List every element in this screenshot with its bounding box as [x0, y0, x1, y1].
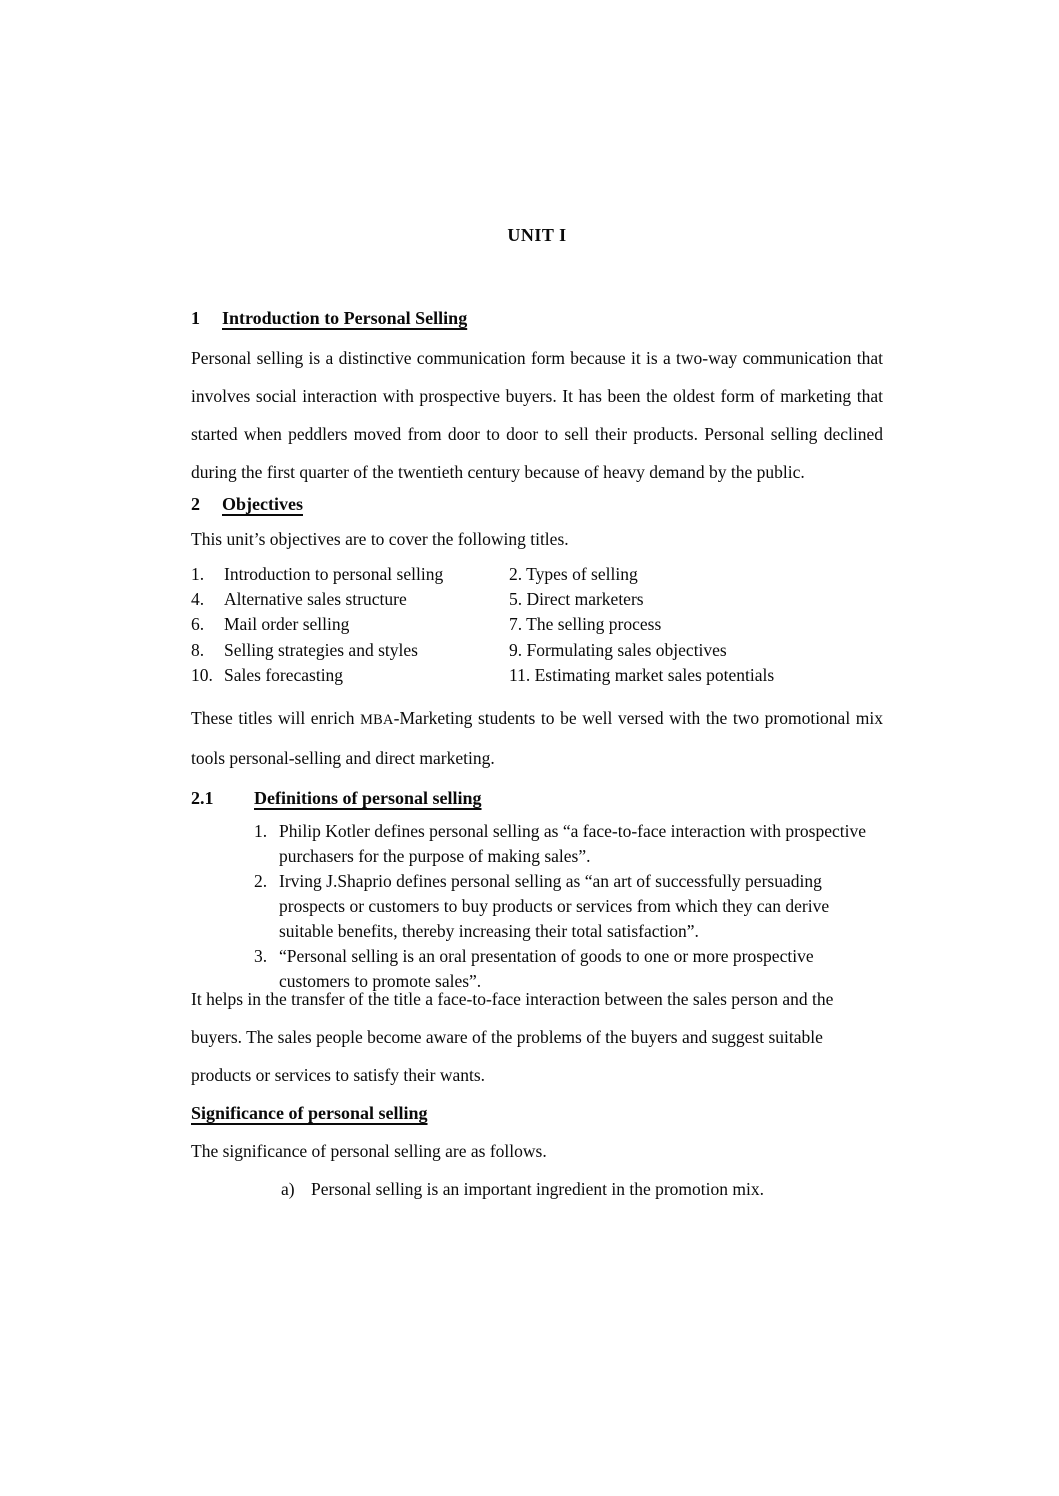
significance-title: Significance of personal selling [191, 1103, 428, 1124]
objective-right: 9. Formulating sales objectives [509, 639, 727, 660]
definition-text: Philip Kotler defines personal selling as “a face-to-face interaction with prospective purchasers for the purpose of making sales”. [279, 821, 867, 867]
definition-number: 2. [254, 871, 268, 892]
objective-number: 1. [191, 564, 205, 584]
objective-left: Mail order selling [224, 614, 350, 635]
section-1-heading [191, 305, 883, 331]
objectives-row-5 [191, 663, 883, 688]
definitions-list [254, 819, 883, 994]
definition-item-1 [254, 819, 883, 869]
transfer-paragraph: It helps in the transfer of the title a face-to-face interaction between the sales person and the buyers. The sales people become aware of the problems of the buyers and suggest suitable products or services to satisfy their wants. [191, 989, 834, 1086]
objectives-row-4 [191, 638, 883, 663]
objectives-list [191, 562, 883, 688]
objective-left: Alternative sales structure [224, 589, 407, 610]
item-a-text: Personal selling is an important ingredient in the promotion mix. [311, 1179, 764, 1200]
objective-right: 7. The selling process [509, 614, 662, 635]
objectives-row-1 [191, 562, 883, 587]
objective-left: Selling strategies and styles [224, 639, 418, 660]
definition-text: “Personal selling is an oral presentation of goods to one or more prospective customers to promote sales”. [279, 946, 814, 992]
item-a-marker: a) [281, 1179, 295, 1200]
mba-smallcaps: MBA [360, 712, 394, 729]
objective-right: 11. Estimating market sales potentials [509, 664, 775, 685]
section-2-1-title: Definitions of personal selling [254, 788, 482, 809]
section-1-number: 1 [191, 308, 200, 328]
objective-number: 4. [191, 589, 205, 610]
definition-item-2 [254, 869, 883, 944]
objectives-row-3 [191, 612, 883, 637]
section-1-title: Introduction to Personal Selling [222, 308, 468, 328]
significance-intro: The significance of personal selling are as follows. [191, 1141, 547, 1162]
section-2-1-heading [191, 785, 883, 811]
unit-title: UNIT I [507, 225, 567, 245]
objectives-intro: This unit’s objectives are to cover the following titles. [191, 529, 569, 549]
mba-paragraph-pre: These titles will enrich [191, 708, 361, 729]
section-2-title: Objectives [222, 494, 303, 514]
section-1-paragraph: Personal selling is a distinctive communication form because it is a two-way communication that involves social interaction with prospective buyers. It has been the oldest form of marketing that started when peddlers moved from door to door to sell their products. Personal selling declined during the first quarter of the twentieth century because of heavy demand by the public. [191, 348, 883, 482]
definition-text: Irving J.Shaprio defines personal selling as “an art of successfully persuading prospects or customers to buy products or services from which they can derive suitable benefits, thereby increasing their total satisfaction”. [279, 871, 830, 942]
section-2-1-number: 2.1 [191, 788, 214, 809]
mba-paragraph [191, 699, 883, 777]
section-2-heading [191, 491, 883, 517]
document-content [191, 0, 883, 1202]
objective-number: 10. [191, 664, 213, 685]
significance-heading [191, 1100, 883, 1126]
objective-right: 5. Direct marketers [509, 589, 644, 610]
objective-left: Introduction to personal selling [224, 564, 444, 584]
objective-number: 8. [191, 639, 205, 660]
definition-number: 3. [254, 946, 268, 967]
mba-paragraph-post: -Marketing students to be well versed with the two promotional mix tools personal-selling and direct marketing. [191, 708, 883, 769]
objective-left: Sales forecasting [224, 664, 344, 685]
objective-number: 6. [191, 614, 205, 635]
section-2-number: 2 [191, 494, 200, 514]
objectives-row-2 [191, 587, 883, 612]
definition-number: 1. [254, 821, 268, 842]
objective-right: 2. Types of selling [509, 564, 638, 584]
significance-item-a [281, 1176, 883, 1202]
